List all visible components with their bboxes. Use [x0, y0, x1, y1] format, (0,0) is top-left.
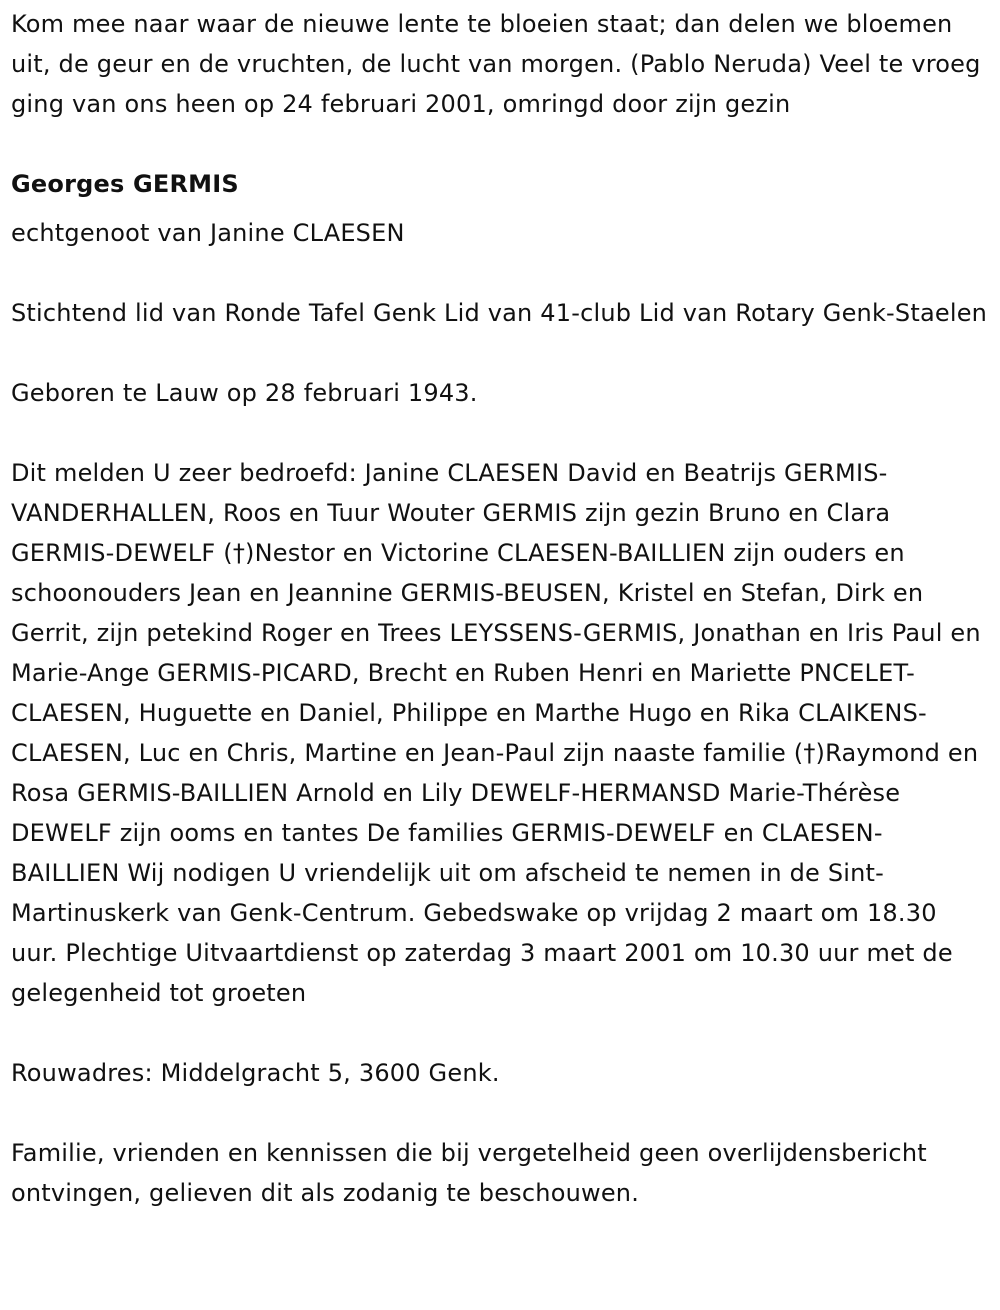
birth-line: Geboren te Lauw op 28 februari 1943.: [11, 379, 478, 407]
closing-paragraph: Familie, vrienden en kennissen die bij vergetelheid geen overlijdensbericht ontvingen, gelieven dit als zodanig te beschouwen.: [11, 1139, 927, 1207]
announcement-paragraph: Dit melden U zeer bedroefd: Janine CLAESEN David en Beatrijs GERMIS-VANDERHALLEN, Roos en Tuur Wouter GERMIS zijn gezin Bruno en Clara GERMIS-DEWELF (†)Nestor en Victorine CLAESEN-BAILLIEN zijn ouders en schoonouders Jean en Jeannine GERMIS-BEUSEN, Kristel en Stefan, Dirk en Gerrit, zijn petekind Roger en Trees LEYSSENS-GERMIS, Jonathan en Iris Paul en Marie-Ange GERMIS-PICARD, Brecht en Ruben Henri en Mariette PNCELET-CLAESEN, Huguette en Daniel, Philippe en Marthe Hugo en Rika CLAIKENS-CLAESEN, Luc en Chris, Martine en Jean-Paul zijn naaste familie (†)Raymond en Rosa GERMIS-BAILLIEN Arnold en Lily DEWELF-HERMANSD Marie-Thérèse DEWELF zijn ooms en tantes De families GERMIS-DEWELF en CLAESEN-BAILLIEN Wij nodigen U vriendelijk uit om afscheid te nemen in de Sint-Martinuskerk van Genk-Centrum. Gebedswake op vrijdag 2 maart om 18.30 uur. Plechtige Uitvaartdienst op zaterdag 3 maart 2001 om 10.30 uur met de gelegenheid tot groeten: [11, 459, 981, 1007]
spouse-line: echtgenoot van Janine CLAESEN: [11, 219, 405, 247]
memberships-paragraph: Stichtend lid van Ronde Tafel Genk Lid van 41-club Lid van Rotary Genk-Staelen: [11, 299, 988, 327]
mourning-address: Rouwadres: Middelgracht 5, 3600 Genk.: [11, 1059, 500, 1087]
deceased-name: Georges GERMIS: [11, 170, 239, 198]
intro-quote-paragraph: Kom mee naar waar de nieuwe lente te bloeien staat; dan delen we bloemen uit, de geur en de vruchten, de lucht van morgen. (Pablo Neruda) Veel te vroeg ging van ons heen op 24 februari 2001, omringd door zijn gezin: [11, 10, 981, 118]
